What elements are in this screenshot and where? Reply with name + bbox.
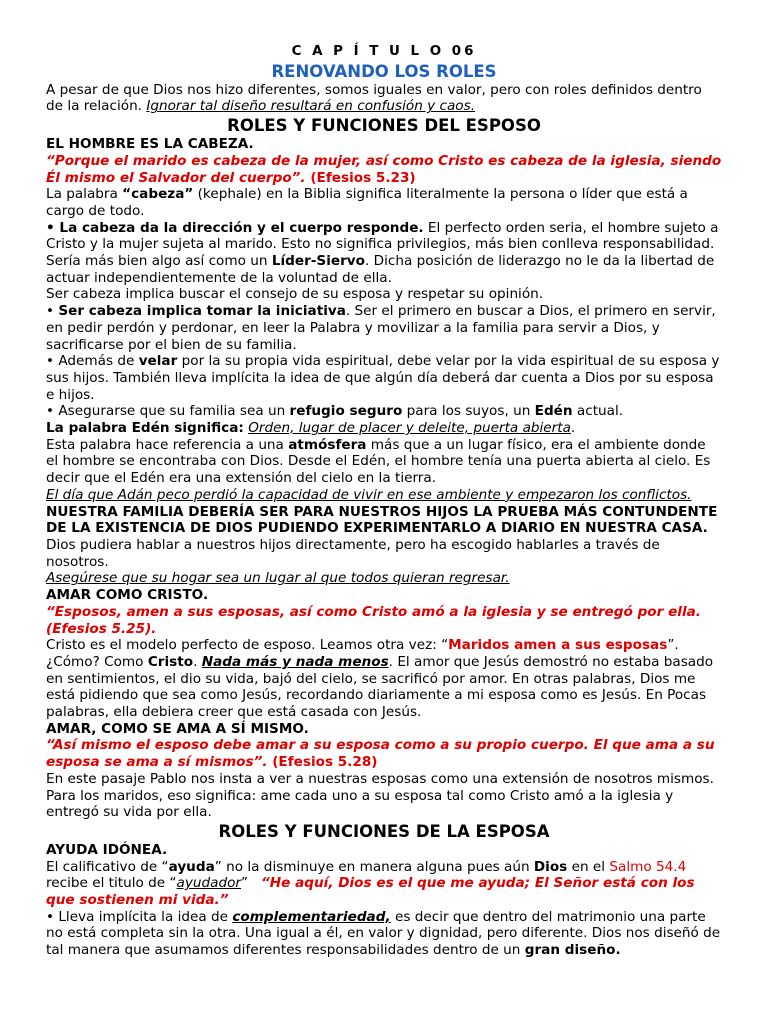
bullet-refugio — [46, 403, 722, 420]
bold-lead: Ser cabeza implica tomar la iniciativa — [58, 303, 346, 320]
text-run: ”. ¿Cómo? Como — [46, 637, 679, 670]
bullet-mark: • — [46, 303, 59, 320]
text-run: • Lleva implícita la idea de — [46, 908, 233, 925]
verse-reference: (Efesios 5.23) — [305, 169, 416, 186]
text-run: para los suyos, un — [402, 403, 535, 420]
husband-section-heading: ROLES Y FUNCIONES DEL ESPOSO — [227, 116, 541, 136]
eden-meaning: Orden, lugar de placer y deleite, puerta abierta — [248, 420, 571, 437]
wife-section-heading: ROLES Y FUNCIONES DE LA ESPOSA — [218, 821, 550, 841]
verse-text: “Así mismo el esposo debe amar a su esposa como a su propio cuerpo. El que ama a su esposa se ama a sí mismos”. — [46, 737, 715, 771]
text-run: . Ser el primero en buscar a Dios, el primero en servir, en pedir perdón y perdonar, en leer la Palabra y movilizar a la familia para servir a Dios, y sacrificarse por el bien de su familia. — [46, 303, 716, 353]
verse-text: “Porque el marido es cabeza de la mujer, así como Cristo es cabeza de la iglesia, siendo Él mismo el Salvador del cuerpo”. — [46, 152, 722, 186]
bold-term: Dios — [533, 858, 568, 875]
counsel-paragraph: Ser cabeza implica buscar el consejo de su esposa y respetar su opinión. — [46, 286, 544, 303]
text-run: en el — [567, 858, 610, 875]
pablo-paragraph: En este pasaje Pablo nos insta a ver a nuestras esposas como una extensión de nosotros mismos. Para los maridos, eso significa: ame cada uno a su esposa tal como Cristo amó a la iglesia y entregó su vida por ella. — [46, 770, 714, 821]
text-run: más que a un lugar físico, era el ambiente donde el hombre se encontraba con Dios. Desde el Edén, el hombre tenía una puerta abierta al cielo. Es decir que el Edén era una extensión del cielo en la tierra. — [46, 436, 711, 487]
bold-term: Edén — [534, 403, 573, 420]
text-run: . Dicha posición de liderazgo no le da la libertad de actuar independientemente de la voluntad de ella. — [46, 253, 715, 286]
verse-ephesians-5-28 — [46, 737, 722, 770]
emphasis-phrase: Nada más y nada menos — [201, 653, 389, 670]
text-run: ” no la disminuye en manera alguna pues aún — [214, 858, 534, 875]
text-run: El perfecto orden seria, el hombre sujeto a Cristo y la mujer sujeta al marido. Esto no significa privilegios, más bien conlleva responsabilidad. Sería más bien algo así como un — [46, 219, 719, 270]
text-run: Cristo es el modelo perfecto de esposo. Leamos otra vez: “ — [46, 637, 449, 654]
husband-subheading-head: EL HOMBRE ES LA CABEZA. — [46, 136, 254, 153]
home-paragraph: Asegúrese que su hogar sea un lugar al que todos quieran regresar. — [46, 570, 510, 587]
text-run: . El amor que Jesús demostró no estaba basado en sentimientos, el dio su vida, bajó del cielo, se sacrificó por amor. En otras palabras, Dios me está pidiendo que sea como Jesús, recordando diariamente a mi esposa como es Jesús. En Pocas palabras, ella debiera creer que está casada con Jesús. — [46, 653, 714, 721]
text-run: El calificativo de “ — [46, 858, 169, 875]
text-run: recibe el titulo de “ — [46, 875, 177, 892]
cabeza-paragraph — [46, 186, 722, 219]
chapter-label: C A P Í T U L O 06 — [291, 44, 477, 59]
psalm-reference: Salmo 54.4 — [609, 858, 687, 875]
verse-ephesians-5-25: “Esposos, amen a sus esposas, así como Cristo amó a la iglesia y se entregó por ella. (Efesios 5.25). — [46, 603, 701, 637]
family-proof-statement: NUESTRA FAMILIA DEBERÍA SER PARA NUESTROS HIJOS LA PRUEBA MÁS CONTUNDENTE DE LA EXISTENCIA DE DIOS PUDIENDO EXPERIMENTARLO A DIARIO EN NUESTRA CASA. — [46, 503, 718, 537]
underlined-term: ayudador — [176, 875, 241, 892]
text-run: (kephale) en la Biblia significa literalmente la persona o líder que está a cargo de todo. — [46, 186, 688, 219]
christ-model-paragraph — [46, 637, 722, 721]
bold-term: ayuda — [168, 858, 215, 875]
eden-definition — [46, 420, 722, 437]
text-run: Esta palabra hace referencia a una — [46, 436, 289, 453]
husband-subheading-love-self: AMAR, COMO SE AMA A SÍ MISMO. — [46, 720, 309, 737]
verse-ephesians-5-23 — [46, 153, 722, 186]
text-run: es decir que dentro del matrimonio una parte no está completa sin la otra. Una igual a él, en valor y dignidad, pero diferente. Dios nos diseñó de tal manera que asumamos diferentes responsabilidades dentro de un — [46, 908, 721, 959]
bullet-velar — [46, 353, 722, 403]
text-run: • Además de — [46, 353, 139, 370]
text-run: . — [570, 420, 576, 437]
bold-term: “cabeza” — [122, 186, 194, 203]
husband-subheading-love-christ: AMAR COMO CRISTO. — [46, 587, 209, 604]
text-run: . — [193, 653, 202, 670]
atmosfera-paragraph — [46, 437, 722, 487]
verse-psalm-54-4: “He aquí, Dios es el que me ayuda; El Señor está con los que sostienen mi vida.” — [46, 875, 695, 909]
text-run: actual. — [572, 403, 624, 420]
emphasis-term: complementariedad, — [232, 908, 391, 925]
adam-paragraph: El día que Adán peco perdió la capacidad de vivir en ese ambiente y empezaron los conflictos. — [46, 486, 692, 503]
children-paragraph: Dios pudiera hablar a nuestros hijos directamente, pero ha escogido hablarles a través de nosotros. — [46, 536, 660, 570]
text-run: La palabra — [46, 186, 123, 203]
text-run: por la su propia vida espiritual, debe velar por la vida espiritual de su esposa y sus hijos. También lleva implícita la idea de que algún día deberá dar cuenta a Dios por su esposa e hijos. — [46, 353, 720, 403]
text-run: • Asegurarse que su familia sea un — [46, 403, 290, 420]
bold-lead: • La cabeza da la dirección y el cuerpo responde. — [46, 219, 424, 236]
bullet-direction — [46, 220, 722, 287]
bold-term: Cristo — [147, 653, 194, 670]
bold-term: Líder-Siervo — [271, 253, 366, 270]
bold-term: velar — [138, 353, 178, 370]
page-title: RENOVANDO LOS ROLES — [271, 61, 497, 81]
bullet-initiative — [46, 303, 722, 353]
intro-paragraph — [46, 82, 722, 115]
bold-term: refugio seguro — [289, 403, 403, 420]
bold-term: atmósfera — [288, 436, 367, 453]
text-run: ” — [241, 875, 262, 892]
intro-emphasis: Ignorar tal diseño resultará en confusión y caos. — [146, 98, 476, 115]
bold-term: gran diseño. — [524, 942, 621, 959]
red-quote: Maridos amen a sus esposas — [448, 637, 668, 654]
wife-subheading-helper: AYUDA IDÓNEA. — [46, 841, 168, 858]
intro-text: A pesar de que Dios nos hizo diferentes, somos iguales en valor, pero con roles definidos dentro de la relación. — [46, 81, 702, 115]
verse-reference: (Efesios 5.28) — [267, 754, 378, 771]
bullet-complementarity — [46, 909, 722, 959]
helper-paragraph — [46, 859, 722, 909]
bold-label: La palabra Edén significa: — [46, 420, 244, 437]
